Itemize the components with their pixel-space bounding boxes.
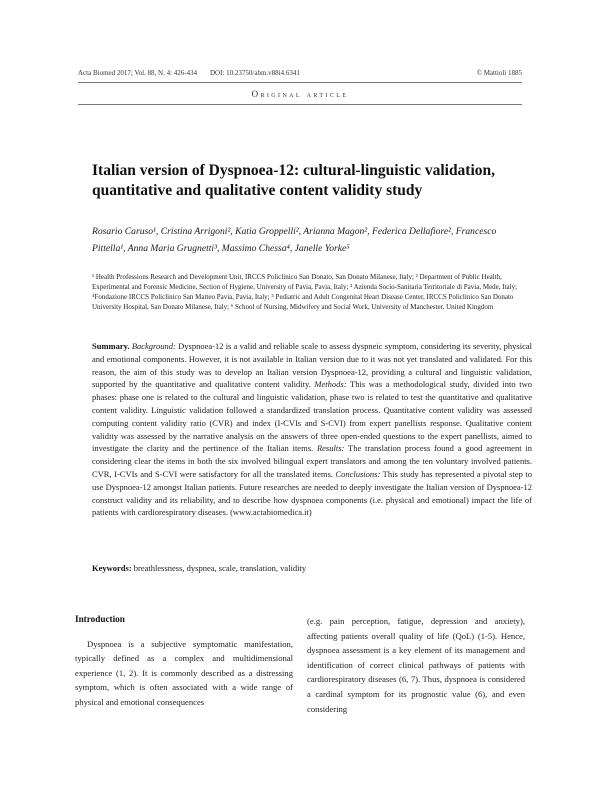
section-label: Original article [251,89,349,99]
introduction-heading: Introduction [75,614,125,624]
body-column-left [75,612,293,710]
journal-citation: Acta Biomed 2017; Vol. 88, N. 4: 426-434 [78,69,198,77]
intro-paragraph-left: Dyspnoea is a subjective symptomatic manifestation, typically defined as a complex and multidimensional experience (1, 2). It is commonly described as a distressing symptom, which is often associated with a wide range of physical and emotional consequences [75,638,293,707]
intro-paragraph-right: (e.g. pain perception, fatigue, depression and anxiety), affecting patients overall quality of life (QoL) (1-5). Hence, dyspnoea assessment is a key element of its management and identification of correct clinical pathways of patients with cardiorespiratory diseases (6, 7). Thus, dyspnoea is considered a cardinal symptom for its prognostic value (6), and even considering [307,616,525,714]
section-rule [78,104,522,105]
copyright: © Mattioli 1885 [476,69,522,77]
article-title: Italian version of Dyspnoea-12: cultural-linguistic validation, quantitative and qualitative content validity study [92,162,496,199]
methods-label: Methods: [314,379,347,390]
abstract [92,340,532,519]
doi[interactable]: DOI: 10.23750/abm.v88i4.6341 [210,69,300,77]
results-text: The translation process found a good agreement in considering clear the items in both the six involved bilingual expert translators and among the ten voluntary involved patients. CVR, I-CVIs and S-CVI were satisfactory for all the translated items. [92,443,532,479]
conclusions-label: Conclusions: [335,468,381,479]
header-rule [78,82,522,83]
body-column-right [307,614,525,716]
affiliations: ¹ Health Professions Research and Development Unit, IRCCS Policlinico San Donato, San Donato Milanese, Italy; ² Department of Public Health, Experimental and Forensic Medicine, Section of Hygiene, University of Pavia, Pavia, Italy; ³ Azienda Socio-Sanitaria Territoriale di Pavia, Mede, Italy; ⁴Fondazione IRCCS Policlinico San Matteo Pavia, Pavia, Italy; ⁵ Pediatric and Adult Congenital Heart Disease Center, IRCCS Policlinico San Donato University Hospital, San Donato Milanese, Italy; ⁶ School of Nursing, Midwifery and Social Work, University of Manchester, United Kingdom [92,273,518,311]
results-label: Results: [316,443,345,454]
summary-label: Summary. [92,341,130,351]
methods-text: This was a methodological study, divided into two phases: phase one is related to the cultural and linguistic validation, phase two is related to test the quantitative and qualitative content validity. Linguistic validation followed a standardized translation process. Quantitative content validity was assessed computing content validity ratio (CVR) and index (I-CVIs and S-CVI) from expert panellists response. Qualitative content validity was assessed by the narrative analysis on the answers of three open-ended questions to the expert panellists, aimed to investigate the clarity and the pertinence of the Italian items. [92,379,532,454]
background-text: Dyspnoea-12 is a valid and reliable scale to assess dyspneic symptom, considering its severity, physical and emotional components. However, it is not available in Italian version due to it was not yet translated and validated. For this reason, the aim of this study was to develop an Italian version Dyspnoea-12, providing a cultural and linguistic validation, supported by the quantitative and qualitative content validity. [92,341,533,390]
author-list: Rosario Caruso¹, Cristina Arrigoni², Katia Groppelli², Arianna Magon², Federica Dellafiore², Francesco Pittella¹, Anna Maria Grugnetti³, Massimo Chessa⁴, Janelle Yorke⁵ [92,226,497,254]
keywords-label: Keywords: [92,563,132,573]
background-label: Background: [131,341,176,351]
keywords-text: breathlessness, dyspnea, scale, translation, validity [131,563,307,573]
running-header [78,69,522,83]
keywords [92,563,532,573]
conclusions-text: This study has represented a pivotal step to use Dyspnoea-12 amongst Italian patients. Future researches are needed to deeply investigate the Italian version of Dyspnoea-12 construct validity and its reliability, and to describe how dyspnoea components (i.e. physical and emotional) impact the life of patients with cardiorespiratory diseases. (www.actabiomedica.it) [92,468,532,518]
